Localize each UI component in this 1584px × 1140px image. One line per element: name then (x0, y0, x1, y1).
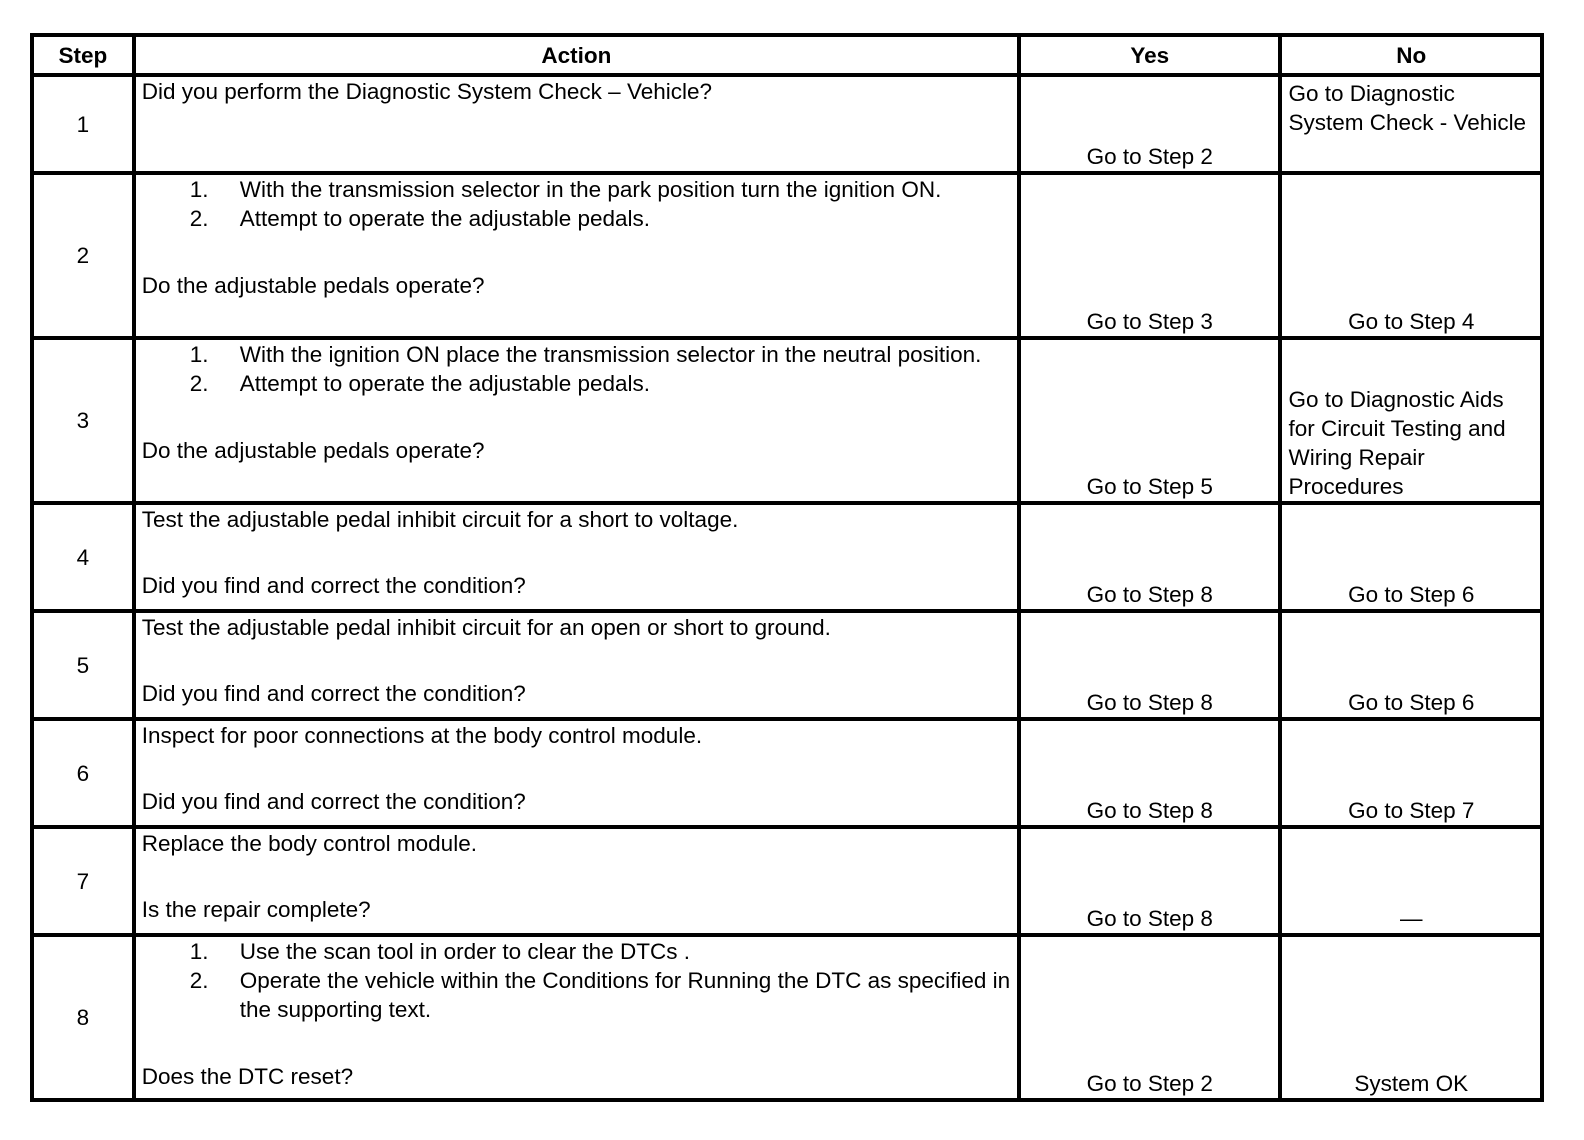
diagnostic-table (30, 33, 1544, 1102)
yes-cell: Go to Step 2 (1019, 75, 1281, 173)
action-cell (134, 611, 1019, 719)
no-cell: Go to Step 6 (1280, 611, 1542, 719)
yes-cell: Go to Step 8 (1019, 503, 1281, 611)
header-action: Action (134, 35, 1019, 75)
list-item: 2. Operate the vehicle within the Conditions for Running the DTC as specified in the supporting text. (189, 968, 1011, 1022)
action-question: Did you find and correct the condition? (141, 789, 526, 814)
yes-cell: Go to Step 8 (1019, 827, 1281, 935)
step-number: 3 (32, 338, 134, 503)
table-row (32, 503, 1542, 611)
action-cell (134, 827, 1019, 935)
table-row (32, 75, 1542, 173)
yes-cell: Go to Step 8 (1019, 611, 1281, 719)
procedure-list (142, 937, 1011, 1024)
no-cell: Go to Step 7 (1280, 719, 1542, 827)
step-number: 7 (32, 827, 134, 935)
table-row (32, 611, 1542, 719)
table-row (32, 827, 1542, 935)
action-question: Is the repair complete? (141, 897, 371, 922)
no-cell: System OK (1280, 935, 1542, 1100)
list-item: 2. Attempt to operate the adjustable pedals. (189, 206, 651, 231)
no-cell: — (1280, 827, 1542, 935)
action-intro: Replace the body control module. (141, 831, 477, 856)
yes-cell: Go to Step 3 (1019, 173, 1281, 338)
list-number: 2. (189, 968, 209, 993)
action-cell (134, 75, 1019, 173)
list-number: 1. (189, 342, 209, 367)
action-intro: Test the adjustable pedal inhibit circuit for a short to voltage. (141, 507, 739, 532)
step-number: 1 (32, 75, 134, 173)
table-row (32, 719, 1542, 827)
step-number: 6 (32, 719, 134, 827)
step-number: 8 (32, 935, 134, 1100)
list-item: 2. Attempt to operate the adjustable pedals. (189, 371, 651, 396)
step-number: 2 (32, 173, 134, 338)
list-item: 1. Use the scan tool in order to clear the DTCs . (189, 939, 690, 964)
no-cell: Go to Step 4 (1280, 173, 1542, 338)
action-cell (134, 173, 1019, 338)
action-question: Does the DTC reset? (141, 1064, 354, 1089)
action-intro: Did you perform the Diagnostic System Check – Vehicle? (141, 79, 713, 104)
step-number: 4 (32, 503, 134, 611)
table-row (32, 338, 1542, 503)
action-question: Did you find and correct the condition? (141, 573, 526, 598)
header-no: No (1280, 35, 1542, 75)
action-cell (134, 338, 1019, 503)
list-number: 1. (189, 177, 209, 202)
action-intro: Test the adjustable pedal inhibit circuit for an open or short to ground. (141, 615, 831, 640)
list-item: 1. With the transmission selector in the park position turn the ignition ON. (189, 177, 942, 202)
step-number: 5 (32, 611, 134, 719)
no-cell: Go to Diagnostic Aids for Circuit Testing and Wiring Repair Procedures (1280, 338, 1542, 503)
action-question: Did you find and correct the condition? (141, 681, 526, 706)
procedure-list (142, 175, 1011, 233)
procedure-list (142, 340, 1011, 398)
table-row (32, 935, 1542, 1100)
no-cell: Go to Diagnostic System Check - Vehicle (1280, 75, 1542, 173)
action-cell (134, 719, 1019, 827)
no-cell: Go to Step 6 (1280, 503, 1542, 611)
yes-cell: Go to Step 2 (1019, 935, 1281, 1100)
list-number: 1. (189, 939, 209, 964)
list-number: 2. (189, 371, 209, 396)
action-question: Do the adjustable pedals operate? (141, 273, 485, 298)
table-row (32, 173, 1542, 338)
action-intro: Inspect for poor connections at the body control module. (141, 723, 703, 748)
list-number: 2. (189, 206, 209, 231)
action-cell (134, 935, 1019, 1100)
header-yes: Yes (1019, 35, 1281, 75)
header-row (32, 35, 1542, 75)
list-item: 1. With the ignition ON place the transmission selector in the neutral position. (189, 342, 982, 367)
header-step: Step (32, 35, 134, 75)
action-cell (134, 503, 1019, 611)
action-question: Do the adjustable pedals operate? (141, 438, 485, 463)
yes-cell: Go to Step 5 (1019, 338, 1281, 503)
yes-cell: Go to Step 8 (1019, 719, 1281, 827)
